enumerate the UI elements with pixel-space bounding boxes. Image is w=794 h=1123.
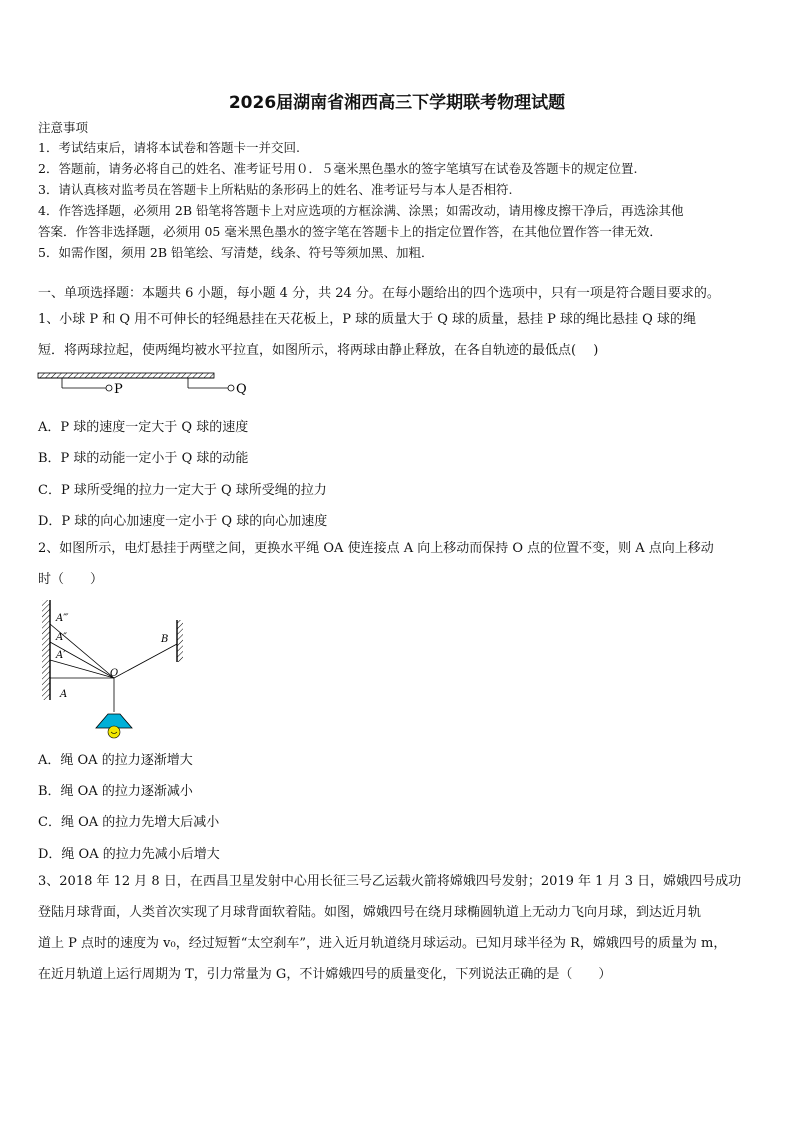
question-3-stem: 登陆月球背面，人类首次实现了月球背面软着陆。如图，嫦娥四号在绕月球椭圆轨道上无动力飞向月球，到达近月轨 — [38, 905, 702, 920]
question-3-stem: 3、2018 年 12 月 8 日，在西昌卫星发射中心用长征三号乙运载火箭将嫦娥四号发射；2019 年 1 月 3 日，嫦娥四号成功 — [38, 874, 742, 889]
label-b: B — [161, 634, 169, 645]
label-q: Q — [236, 382, 247, 397]
question-1-figure — [36, 370, 266, 400]
question-2-option-d: D．绳 OA 的拉力先减小后增大 — [38, 847, 220, 862]
question-2-option-b: B．绳 OA 的拉力逐渐减小 — [38, 784, 193, 799]
label-a: A — [60, 689, 68, 700]
label-o: O — [110, 668, 119, 679]
question-1-option-a: A．P 球的速度一定大于 Q 球的速度 — [38, 420, 249, 435]
page-title: 2026届湖南省湘西高三下学期联考物理试题 — [228, 93, 566, 113]
notice-item: 3．请认真核对监考员在答题卡上所粘贴的条形码上的姓名、准考证号与本人是否相符. — [38, 182, 513, 197]
notice-heading: 注意事项 — [38, 120, 89, 135]
section-heading: 一、单项选择题：本题共 6 小题，每小题 4 分，共 24 分。在每小题给出的四个选项中，只有一项是符合题目要求的。 — [38, 286, 720, 301]
question-2-option-c: C．绳 OA 的拉力先增大后减小 — [38, 815, 220, 830]
label-a3: A‴ — [56, 613, 69, 624]
ball-p — [106, 385, 112, 391]
label-p: P — [114, 382, 123, 397]
label-a2: A″ — [56, 632, 67, 643]
notice-item: 2．答题前，请务必将自己的姓名、准考证号用０．５毫米黑色墨水的签字笔填写在试卷及答题卡的规定位置. — [38, 161, 638, 176]
question-1-option-c: C．P 球所受绳的拉力一定大于 Q 球所受绳的拉力 — [38, 483, 327, 498]
lamp-bulb — [108, 726, 120, 738]
left-wall — [42, 600, 50, 700]
question-1-option-b: B．P 球的动能一定小于 Q 球的动能 — [38, 451, 249, 466]
ball-q — [228, 385, 234, 391]
ceiling — [38, 373, 214, 378]
label-a1: A′ — [56, 650, 66, 661]
question-2-figure — [38, 598, 188, 743]
notice-item: 4．作答选择题，必须用 2B 铅笔将答题卡上对应选项的方框涂满、涂黑；如需改动，请用橡皮擦干净后，再选涂其他 — [38, 203, 684, 218]
notice-item: 5．如需作图，须用 2B 铅笔绘、写清楚，线条、符号等须加黑、加粗． — [38, 245, 434, 260]
question-3-stem: 道上 P 点时的速度为 v₀，经过短暂“太空刹车”，进入近月轨道绕月球运动。已知月球半径为 R，嫦娥四号的质量为 m， — [38, 936, 727, 951]
question-2-stem: 2、如图所示，电灯悬挂于两壁之间，更换水平绳 OA 使连接点 A 向上移动而保持 O 点的位置不变，则 A 点向上移动 — [38, 541, 714, 556]
question-2-stem: 时（ ） — [38, 572, 104, 587]
question-2-option-a: A．绳 OA 的拉力逐渐增大 — [38, 753, 193, 768]
right-wall — [177, 620, 183, 662]
notice-item: 1．考试结束后，请将本试卷和答题卡一并交回. — [38, 140, 300, 155]
question-1-stem: 1、小球 P 和 Q 用不可伸长的轻绳悬挂在天花板上，P 球的质量大于 Q 球的质量，悬挂 P 球的绳比悬挂 Q 球的绳 — [38, 312, 696, 327]
rope-ob — [114, 644, 177, 678]
rope-oa1 — [50, 660, 114, 678]
question-1-option-d: D．P 球的向心加速度一定小于 Q 球的向心加速度 — [38, 514, 328, 529]
question-3-stem: 在近月轨道上运行周期为 T，引力常量为 G，不计嫦娥四号的质量变化，下列说法正确的是（ ） — [38, 967, 612, 982]
question-1-stem: 短．将两球拉起，使两绳均被水平拉直，如图所示，将两球由静止释放，在各自轨迹的最低点( ) — [38, 343, 599, 358]
notice-item: 答案．作答非选择题，必须用 05 毫米黑色墨水的签字笔在答题卡上的指定位置作答，在其他位置作答一律无效． — [38, 224, 662, 239]
